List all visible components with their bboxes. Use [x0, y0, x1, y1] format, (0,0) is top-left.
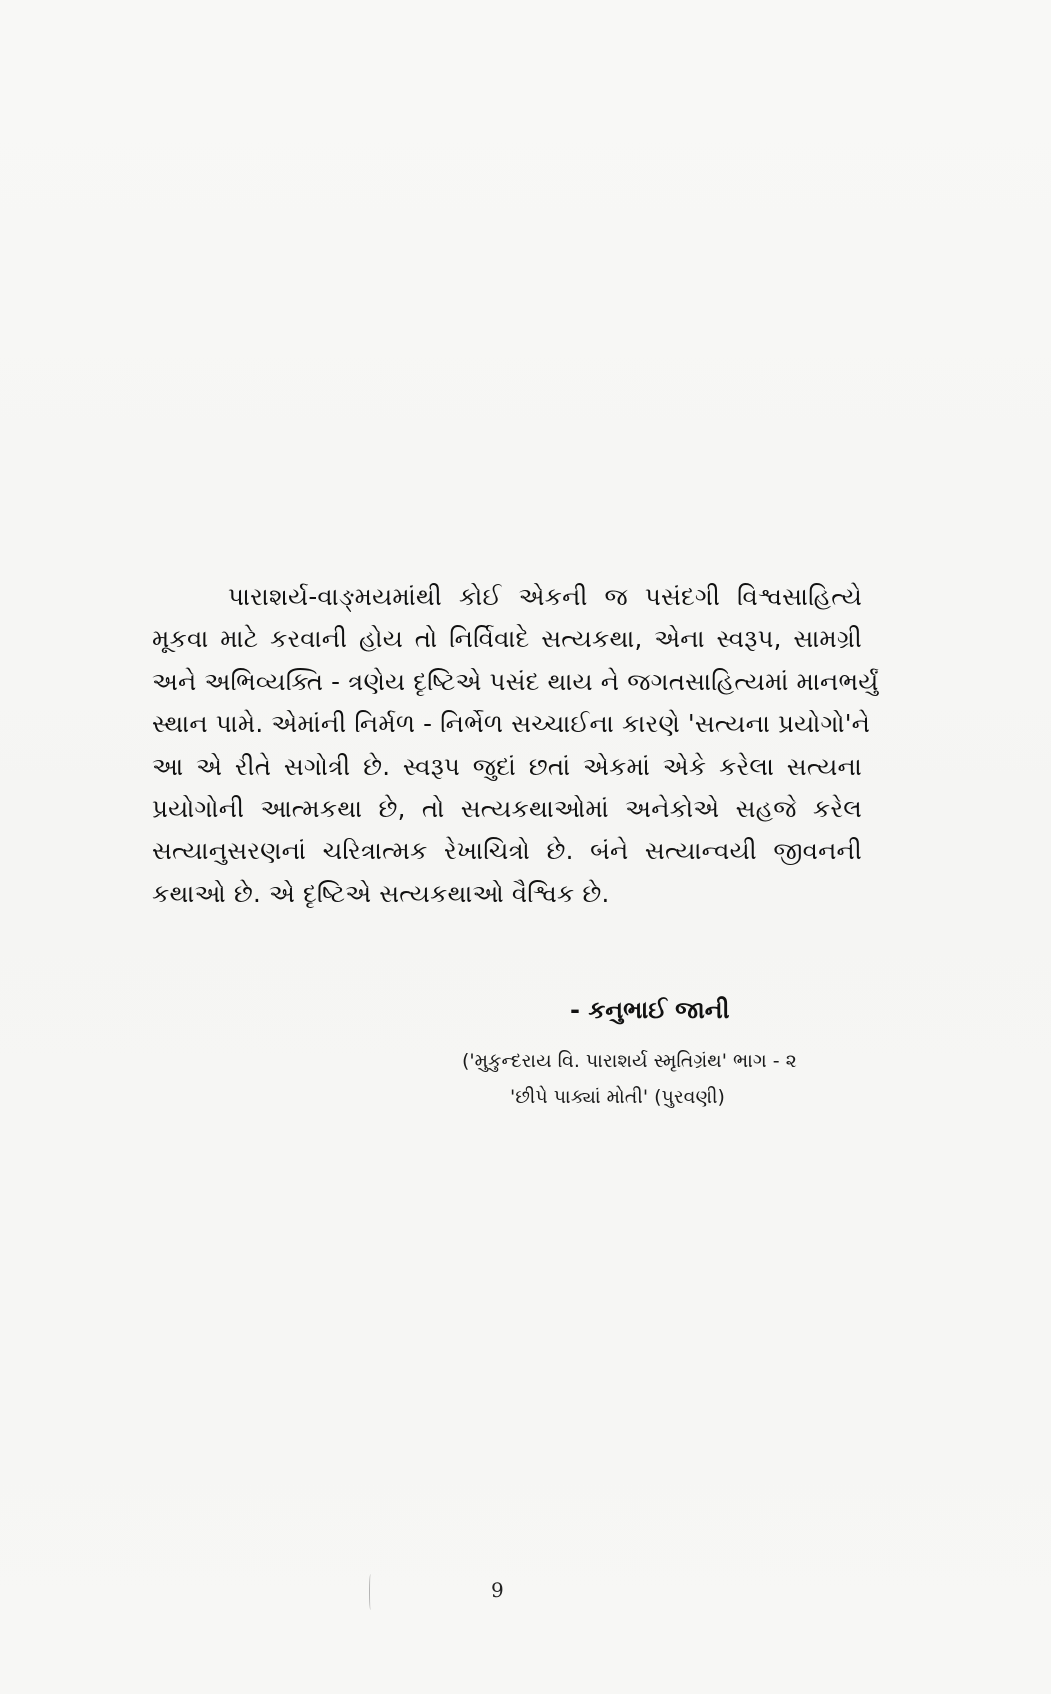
page-number: 9 [491, 1578, 504, 1602]
source-citation-line-1: ('મુકુન્દરાય વિ. પારાશર્ય સ્મૃતિગ્રંથ' ભાગ - ૨ [462, 1050, 797, 1072]
paragraph-line: મૂકવા માટે કરવાની હોય તો નિર્વિવાદે સત્યકથા, એના સ્વરૂપ, સામગ્રી [152, 624, 862, 654]
paragraph-line: અને અભિવ્યક્તિ - ત્રણેય દૃષ્ટિએ પસંદ થાય ને જગતસાહિત્યમાં માનભર્યું [152, 666, 879, 696]
paragraph-line: આ એ રીતે સગોત્રી છે. સ્વરૂપ જુદાં છતાં એકમાં એકે કરેલા સત્યના [152, 751, 862, 781]
paragraph-line: કથાઓ છે. એ દૃષ્ટિએ સત્યકથાઓ વૈશ્વિક છે. [152, 878, 610, 908]
paragraph [152, 576, 879, 915]
paragraph-line: સત્યાનુસરણનાં ચરિત્રાત્મક રેખાચિત્રો છે. બંને સત્યાન્વયી જીવનની [152, 836, 862, 866]
source-citation-line-2: 'છીપે પાક્યાં મોતી' (પુરવણી) [510, 1086, 725, 1108]
author-attribution: - કનુભાઈ જાની [570, 996, 730, 1024]
margin-mark [369, 1574, 372, 1610]
paragraph-line: પ્રયોગોની આત્મકથા છે, તો સત્યકથાઓમાં અનેકોએ સહજે કરેલ [152, 793, 862, 823]
paragraph-line: સ્થાન પામે. એમાંની નિર્મળ - નિર્ભેળ સચ્ચાઈના કારણે 'સત્યના પ્રયોગો'ને [152, 709, 871, 739]
paragraph-line: પારાશર્ય-વાઙ્મયમાંથી કોઈ એકની જ પસંદગી વિશ્વસાહિત્યે [228, 582, 862, 611]
